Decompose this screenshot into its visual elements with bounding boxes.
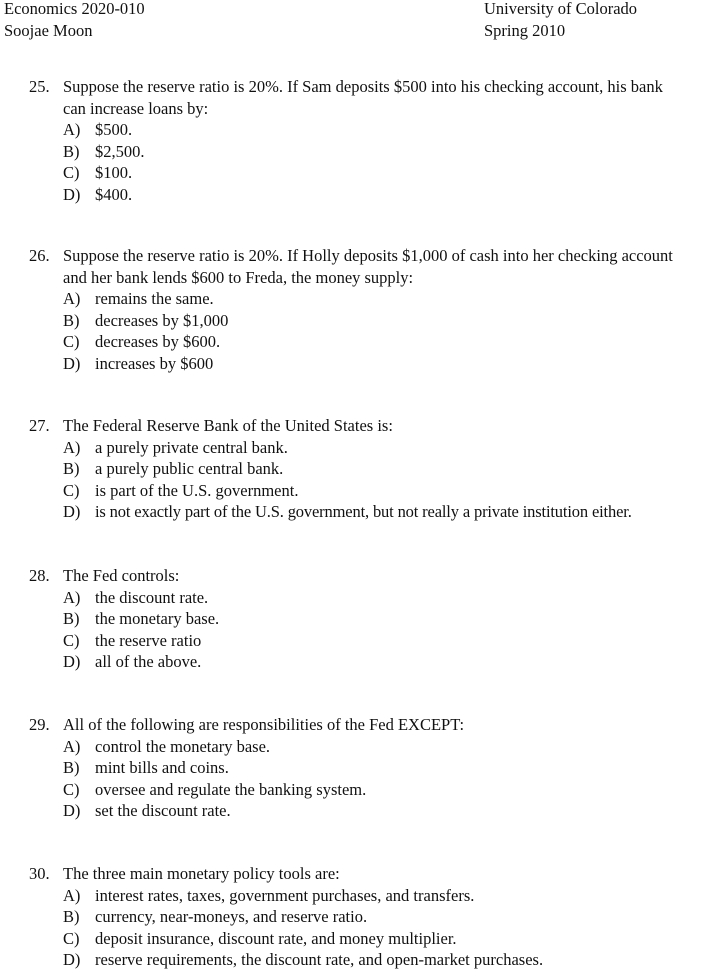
option-a	[63, 288, 715, 310]
option-letter: B)	[63, 758, 80, 778]
option-c	[63, 630, 715, 652]
option-text: increases by $600	[95, 353, 214, 373]
option-text: deposit insurance, discount rate, and money multiplier.	[95, 928, 457, 948]
option-b	[63, 906, 715, 928]
option-letter: B)	[63, 310, 80, 330]
question-stem	[29, 76, 715, 119]
option-b	[63, 458, 715, 480]
question-30	[29, 863, 715, 971]
option-a	[63, 119, 715, 141]
question-27	[29, 415, 715, 523]
question-number: 25.	[29, 77, 50, 96]
option-text: remains the same.	[95, 289, 214, 309]
option-a	[63, 437, 715, 459]
option-a	[63, 587, 715, 609]
question-28	[29, 565, 715, 673]
option-letter: C)	[63, 928, 80, 948]
option-letter: A)	[63, 587, 81, 607]
option-letter: C)	[63, 779, 80, 799]
question-stem	[29, 565, 715, 587]
question-number: 26.	[29, 246, 50, 265]
option-letter: D)	[63, 353, 81, 373]
question-25	[29, 76, 715, 206]
question-stem	[29, 415, 715, 437]
option-text: reserve requirements, the discount rate, and open-market purchases.	[95, 950, 544, 970]
question-29	[29, 714, 715, 822]
option-text: interest rates, taxes, government purchases, and transfers.	[95, 885, 475, 905]
option-c	[63, 162, 715, 184]
option-text: a purely private central bank.	[95, 437, 288, 457]
question-text: The Fed controls:	[63, 566, 180, 585]
question-text: Suppose the reserve ratio is 20%. If Sam deposits $500 into his checking account, his bank can increase loans by:	[63, 77, 663, 118]
option-b	[63, 608, 715, 630]
option-c	[63, 480, 715, 502]
option-letter: C)	[63, 163, 80, 183]
option-c	[63, 928, 715, 950]
option-d	[63, 501, 715, 523]
question-text: All of the following are responsibilities of the Fed EXCEPT:	[63, 715, 465, 734]
option-letter: B)	[63, 459, 80, 479]
option-letter: D)	[63, 950, 81, 970]
option-letter: D)	[63, 652, 81, 672]
question-number: 28.	[29, 566, 50, 585]
option-letter: B)	[63, 141, 80, 161]
course-title: Economics 2020-010	[4, 0, 145, 18]
option-text: $100.	[95, 163, 133, 183]
page-header	[0, 0, 715, 42]
option-letter: A)	[63, 289, 81, 309]
question-text: The Federal Reserve Bank of the United States is:	[63, 416, 393, 435]
option-text: the reserve ratio	[95, 630, 202, 650]
university-name: University of Colorado	[484, 0, 638, 18]
option-text: all of the above.	[95, 652, 202, 672]
option-text: the monetary base.	[95, 609, 220, 629]
question-text: Suppose the reserve ratio is 20%. If Holly deposits $1,000 of cash into her checking account and her bank lends $600 to Freda, the money supply:	[63, 246, 673, 287]
option-letter: C)	[63, 332, 80, 352]
question-number: 29.	[29, 715, 50, 734]
option-text: decreases by $600.	[95, 332, 221, 352]
question-number: 30.	[29, 864, 50, 883]
option-text: oversee and regulate the banking system.	[95, 779, 367, 799]
option-d	[63, 353, 715, 375]
question-26	[29, 245, 715, 375]
question-number: 27.	[29, 416, 50, 435]
option-letter: A)	[63, 736, 81, 756]
option-letter: C)	[63, 630, 80, 650]
question-stem	[29, 714, 715, 736]
option-d	[63, 949, 715, 971]
option-text: is part of the U.S. government.	[95, 480, 299, 500]
option-d	[63, 651, 715, 673]
option-letter: D)	[63, 184, 81, 204]
option-letter: B)	[63, 907, 80, 927]
option-text: decreases by $1,000	[95, 310, 229, 330]
option-letter: A)	[63, 437, 81, 457]
option-text: $2,500.	[95, 141, 145, 161]
question-stem	[29, 245, 715, 288]
option-a	[63, 885, 715, 907]
header-left	[4, 0, 145, 41]
option-text: the discount rate.	[95, 587, 209, 607]
term: Spring 2010	[484, 20, 566, 40]
question-text: The three main monetary policy tools are:	[63, 864, 340, 883]
option-a	[63, 736, 715, 758]
option-letter: A)	[63, 885, 81, 905]
option-text: currency, near-moneys, and reserve ratio.	[95, 907, 368, 927]
option-letter: C)	[63, 480, 80, 500]
option-text: $500.	[95, 120, 133, 140]
option-letter: D)	[63, 502, 81, 522]
option-text: set the discount rate.	[95, 801, 231, 821]
option-text: mint bills and coins.	[95, 758, 229, 778]
option-b	[63, 141, 715, 163]
option-d	[63, 800, 715, 822]
option-letter: D)	[63, 801, 81, 821]
option-letter: A)	[63, 120, 81, 140]
option-text: a purely public central bank.	[95, 459, 284, 479]
option-text: $400.	[95, 184, 133, 204]
option-c	[63, 779, 715, 801]
option-b	[63, 310, 715, 332]
option-text: control the monetary base.	[95, 736, 271, 756]
header-right	[484, 0, 637, 41]
option-d	[63, 184, 715, 206]
option-text: is not exactly part of the U.S. government, but not really a private institution either.	[95, 502, 632, 522]
option-b	[63, 757, 715, 779]
instructor-name: Soojae Moon	[4, 20, 93, 40]
question-stem	[29, 863, 715, 885]
option-c	[63, 331, 715, 353]
option-letter: B)	[63, 609, 80, 629]
